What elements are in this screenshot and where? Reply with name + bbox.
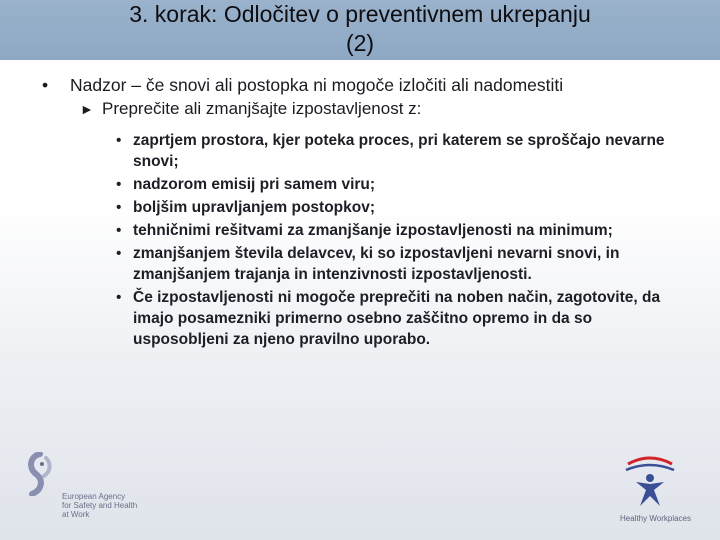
bullet-icon: • bbox=[42, 75, 49, 95]
eu-osha-logo-icon bbox=[22, 452, 58, 496]
agency-name-line1: European Agency bbox=[62, 492, 126, 501]
campaign-name: Healthy Workplaces bbox=[620, 514, 691, 523]
list-item bbox=[30, 287, 690, 350]
list-item bbox=[30, 243, 690, 285]
slide-title-line2: (2) bbox=[345, 30, 375, 56]
slide-title bbox=[10, 0, 710, 58]
list-item-text: nadzorom emisij pri samem viru; bbox=[133, 176, 376, 193]
main-bullet bbox=[30, 74, 690, 96]
list-item bbox=[30, 174, 690, 195]
title-bar bbox=[0, 0, 720, 60]
sub-heading bbox=[30, 98, 690, 120]
list-item bbox=[30, 130, 690, 172]
slide-content bbox=[30, 74, 690, 352]
slide-title-line1: 3. korak: Odločitev o preventivnem ukrepanju bbox=[129, 1, 591, 27]
eu-osha-logo bbox=[22, 452, 162, 532]
list-item bbox=[30, 197, 690, 218]
measure-list bbox=[30, 130, 690, 350]
list-item-text: Če izpostavljenosti ni mogoče preprečiti na noben način, zagotovite, da imajo posamezniki primerno osebno zaščitno opremo in da so usposobljeni za njeno pravilno uporabo. bbox=[133, 289, 661, 348]
list-item-text: boljšim upravljanjem postopkov; bbox=[133, 199, 376, 216]
bullet-icon: • bbox=[116, 245, 122, 262]
bullet-icon: • bbox=[116, 222, 122, 239]
list-item-text: tehničnimi rešitvami za zmanjšanje izpostavljenosti na minimum; bbox=[133, 222, 613, 239]
main-bullet-text: Nadzor – če snovi ali postopka ni mogoče izločiti ali nadomestiti bbox=[70, 75, 564, 95]
list-item-text: zaprtjem prostora, kjer poteka proces, pri katerem se sproščajo nevarne snovi; bbox=[133, 132, 665, 170]
agency-name-line3: at Work bbox=[62, 510, 90, 519]
bullet-icon: • bbox=[116, 132, 122, 149]
bullet-icon: • bbox=[116, 199, 122, 216]
bullet-icon: • bbox=[116, 289, 122, 306]
agency-name-line2: for Safety and Health bbox=[62, 501, 138, 510]
list-item bbox=[30, 220, 690, 241]
arrow-icon: ► bbox=[80, 101, 94, 117]
bullet-icon: • bbox=[116, 176, 122, 193]
healthy-workplaces-logo bbox=[606, 452, 716, 532]
sub-heading-text: Preprečite ali zmanjšajte izpostavljenost z: bbox=[102, 99, 422, 118]
agency-name bbox=[62, 492, 137, 519]
healthy-workplaces-logo-icon bbox=[620, 452, 680, 510]
list-item-text: zmanjšanjem števila delavcev, ki so izpostavljeni nevarni snovi, in zmanjšanjem trajanja in intenzivnosti izpostavljenosti. bbox=[133, 245, 620, 283]
